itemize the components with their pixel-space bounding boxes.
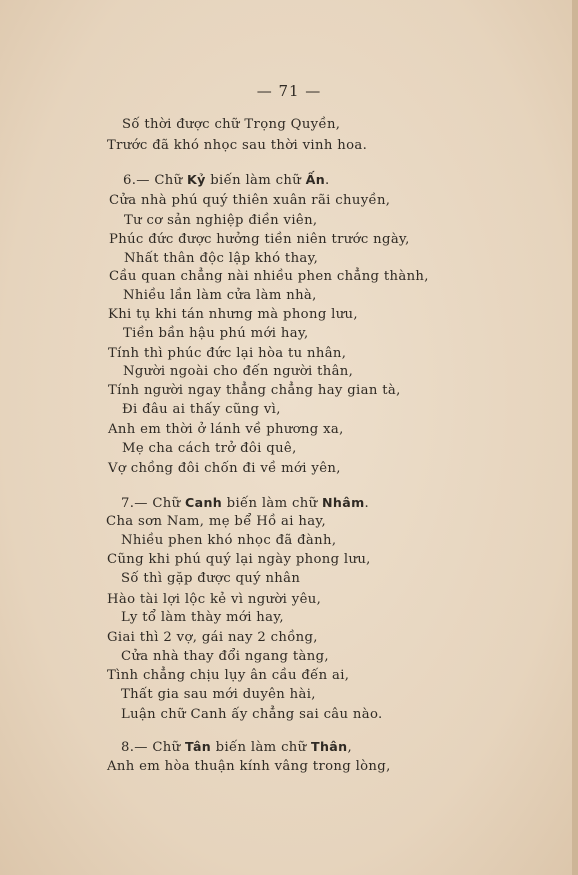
page-number: — 71 —: [256, 82, 322, 100]
poem-line: Số thì gặp được quý nhân: [121, 571, 301, 586]
poem-line: Hào tài lợi lộc kẻ vì người yêu,: [107, 592, 322, 607]
poem-line: Số thời được chữ Trọng Quyền,: [122, 117, 341, 132]
poem-line: Đi đâu ai thấy cũng vì,: [122, 402, 281, 417]
heading-text: biến làm chữ: [205, 173, 306, 188]
heading-text: .: [325, 173, 330, 188]
heading-text: ,: [347, 740, 353, 755]
heading-keyword: Canh: [185, 495, 223, 510]
section-heading: [123, 171, 330, 190]
heading-keyword: Thân: [311, 739, 348, 754]
poem-line: Luận chữ Canh ấy chẳng sai câu nào.: [121, 707, 383, 722]
poem-line: Anh em thời ở lánh về phương xa,: [108, 422, 344, 437]
poem-line: Nhiều lần làm cửa làm nhà,: [123, 288, 317, 303]
poem-line: Tình chẳng chịu lụy ân cầu đến ai,: [107, 668, 350, 683]
poem-line: Anh em hòa thuận kính vâng trong lòng,: [107, 759, 391, 774]
poem-line: Cửa nhà phú quý thiên xuân rãi chuyền,: [109, 193, 391, 208]
poem-line: Nhiều phen khó nhọc đã đành,: [121, 533, 337, 548]
poem-line: Vợ chồng đôi chốn đi về mới yên,: [108, 461, 341, 476]
poem-line: Tính người ngay thẳng chẳng hay gian tà,: [108, 383, 401, 398]
poem-line: Cha sơn Nam, mẹ bể Hồ ai hay,: [106, 514, 326, 529]
poem-line: Ly tổ làm thày mới hay,: [121, 610, 284, 625]
heading-text: .: [364, 496, 370, 511]
poem-line: Tính thì phúc đức lại hòa tu nhân,: [108, 346, 347, 361]
heading-text: biến làm chữ: [211, 740, 312, 755]
poem-line: Cầu quan chẳng nài nhiều phen chẳng thành,: [109, 269, 429, 284]
heading-keyword: Kỷ: [187, 172, 206, 187]
page-edge: [572, 0, 578, 875]
poem-line: Cửa nhà thay đổi ngang tàng,: [121, 649, 329, 664]
poem-line: Khi tụ khi tán nhưng mà phong lưu,: [108, 307, 358, 322]
poem-line: Phúc đức được hưởng tiền niên trước ngày,: [109, 232, 410, 247]
poem-line: Người ngoài cho đến người thân,: [123, 364, 354, 379]
poem-line: Nhất thân độc lập khó thay,: [124, 251, 319, 266]
heading-text: 8.— Chữ: [121, 740, 186, 755]
section-heading: [121, 738, 352, 757]
poem-line: Giai thì 2 vợ, gái nay 2 chồng,: [107, 630, 318, 645]
heading-text: biến làm chữ: [222, 496, 323, 511]
heading-keyword: Tân: [185, 739, 212, 754]
heading-text: 6.— Chữ: [123, 173, 188, 188]
poem-line: Trước đã khó nhọc sau thời vinh hoa.: [107, 138, 368, 153]
heading-text: 7.— Chữ: [121, 496, 186, 511]
poem-line: Cũng khi phú quý lại ngày phong lưu,: [107, 552, 371, 567]
poem-line: Mẹ cha cách trở đôi quê,: [122, 441, 297, 456]
section-heading: [121, 494, 369, 513]
heading-keyword: Ấn: [305, 172, 326, 187]
poem-line: Thất gia sau mới duyên hài,: [121, 687, 316, 702]
poem-line: Tư cơ sản nghiệp điền viên,: [124, 213, 318, 228]
poem-line: Tiền bần hậu phú mới hay,: [123, 326, 309, 341]
heading-keyword: Nhâm: [322, 495, 365, 510]
